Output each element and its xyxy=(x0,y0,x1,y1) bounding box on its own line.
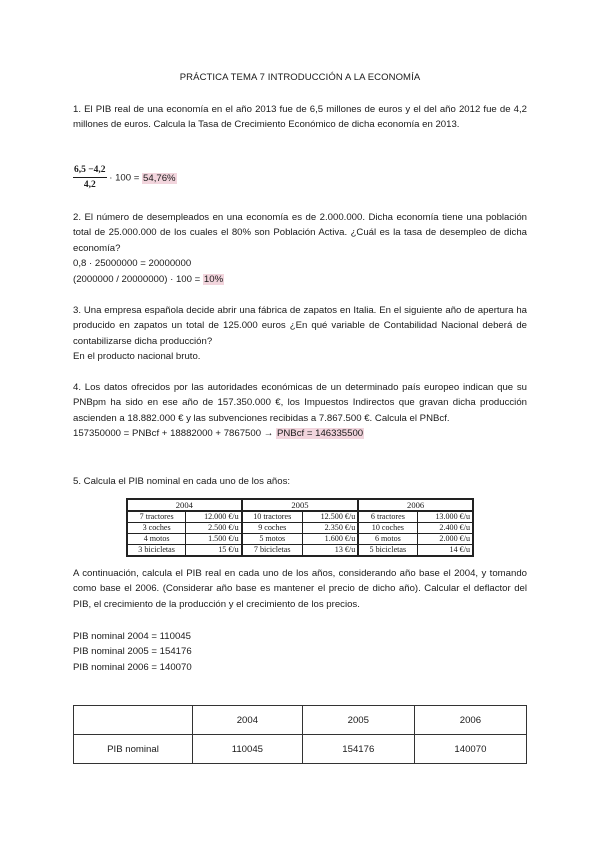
question-5-instructions: A continuación, calcula el PIB real en cada uno de los años, considerando año base el 2004, y tomando como base el 2006. (Considerar año base es mantener el precio de dicho año). Calcular el deflactor del PIB, el crecimiento de la producción y el crecimiento de los precios. xyxy=(73,568,527,610)
production-table-header xyxy=(127,499,473,511)
table-cell: 5 motos xyxy=(242,534,303,545)
table-cell: 6 tractores xyxy=(358,511,417,523)
summary-cell: 140070 xyxy=(414,735,526,764)
question-1-text: 1. El PIB real de una economía en el año 2013 fue de 6,5 millones de euros y el del año 2012 fue de 4,2 millones de euros. Calcula la Tasa de Crecimiento Económico de dicha economía en 2013. xyxy=(73,104,527,131)
table-cell: 5 bicicletas xyxy=(358,545,417,557)
fraction-numerator: 6,5 −4,2 xyxy=(73,165,107,178)
question-2-line-2-text: (2000000 / 20000000) · 100 = xyxy=(73,273,201,285)
summary-cell: 154176 xyxy=(302,735,414,764)
table-row xyxy=(127,523,473,534)
question-4 xyxy=(73,380,527,442)
table-cell: 3 coches xyxy=(127,523,186,534)
question-5-text: 5. Calcula el PIB nominal en cada uno de los años: xyxy=(73,476,291,487)
table-cell: 12.500 €/u xyxy=(302,511,358,523)
table-cell: 12.000 €/u xyxy=(186,511,242,523)
question-4-result: PNBcf = 146335500 xyxy=(276,428,364,440)
year-header: 2005 xyxy=(242,499,359,511)
nominal-line-2005: PIB nominal 2005 = 154176 xyxy=(73,646,192,658)
summary-cell: PIB nominal xyxy=(74,735,193,764)
table-row xyxy=(127,545,473,557)
question-3 xyxy=(73,303,527,365)
question-2-line-1: 0,8 · 25000000 = 20000000 xyxy=(73,258,192,270)
question-3-answer: En el producto nacional bruto. xyxy=(73,351,201,363)
table-row xyxy=(127,534,473,545)
question-2-result: 10% xyxy=(203,273,224,285)
question-3-text: 3. Una empresa española decide abrir una fábrica de zapatos en Italia. En el siguiente año de apertura ha producido en zapatos un total de 125.000 euros ¿En qué variable de Contabilidad Nacional deberá de contabilizarse dicha producción? xyxy=(73,305,527,347)
table-cell: 13.000 €/u xyxy=(417,511,473,523)
summary-cell: 2006 xyxy=(414,706,526,735)
summary-header-row xyxy=(74,706,527,735)
table-cell: 2.350 €/u xyxy=(302,523,358,534)
production-table xyxy=(126,498,474,557)
arrow-icon: → xyxy=(263,428,274,440)
summary-cell xyxy=(74,706,193,735)
summary-table xyxy=(73,705,527,764)
summary-cell: 2004 xyxy=(193,706,303,735)
table-cell: 1.600 €/u xyxy=(302,534,358,545)
fraction xyxy=(73,165,107,191)
nominal-line-2004: PIB nominal 2004 = 110045 xyxy=(73,631,191,642)
fraction-denominator: 4,2 xyxy=(83,180,96,190)
year-header: 2004 xyxy=(127,499,242,511)
question-4-equation: 157350000 = PNBcf + 18882000 + 7867500 xyxy=(73,428,262,440)
table-cell: 9 coches xyxy=(242,523,303,534)
question-2 xyxy=(73,210,527,287)
table-cell: 13 €/u xyxy=(302,545,358,557)
nominal-line-2006: PIB nominal 2006 = 140070 xyxy=(73,661,192,673)
table-cell: 7 bicicletas xyxy=(242,545,303,557)
question-2-text: 2. El número de desempleados en una economía es de 2.000.000. Dicha economía tiene una población total de 25.000.000 de los cuales el 80% son Población Activa. ¿Cuál es la tasa de desempleo de dicha economía? xyxy=(73,212,527,254)
table-cell: 15 €/u xyxy=(186,545,242,557)
table-row xyxy=(127,511,473,523)
summary-row xyxy=(74,735,527,764)
table-cell: 1.500 €/u xyxy=(186,534,242,545)
question-1-formula xyxy=(73,165,177,191)
nominal-results xyxy=(73,629,527,675)
question-2-line-2 xyxy=(73,272,527,287)
table-cell: 6 motos xyxy=(358,534,417,545)
summary-cell: 110045 xyxy=(193,735,303,764)
table-cell: 4 motos xyxy=(127,534,186,545)
page-title: PRÁCTICA TEMA 7 INTRODUCCIÓN A LA ECONOMÍA xyxy=(179,72,421,83)
table-cell: 2.500 €/u xyxy=(186,523,242,534)
table-cell: 3 bicicletas xyxy=(127,545,186,557)
question-1-result: 54,76% xyxy=(143,172,176,184)
table-cell: 2.000 €/u xyxy=(417,534,473,545)
table-cell: 7 tractores xyxy=(127,511,186,523)
summary-cell: 2005 xyxy=(302,706,414,735)
question-4-text: 4. Los datos ofrecidos por las autoridades económicas de un determinado país europeo indican que su PNBpm ha sido en ese año de 157.350.000 €, los Impuestos Indirectos que gravan dicha producción ascienden a 18.882.000 € y las subvenciones recibidas a 7.867.500 €. Calcula el PNBcf. xyxy=(73,382,527,424)
year-header: 2006 xyxy=(358,499,473,511)
table-cell: 2.400 €/u xyxy=(417,523,473,534)
table-cell: 10 coches xyxy=(358,523,417,534)
formula-multiplier: · 100 = xyxy=(109,172,140,184)
table-cell: 14 €/u xyxy=(417,545,473,557)
table-cell: 10 tractores xyxy=(242,511,303,523)
question-4-equation-line xyxy=(73,426,527,441)
